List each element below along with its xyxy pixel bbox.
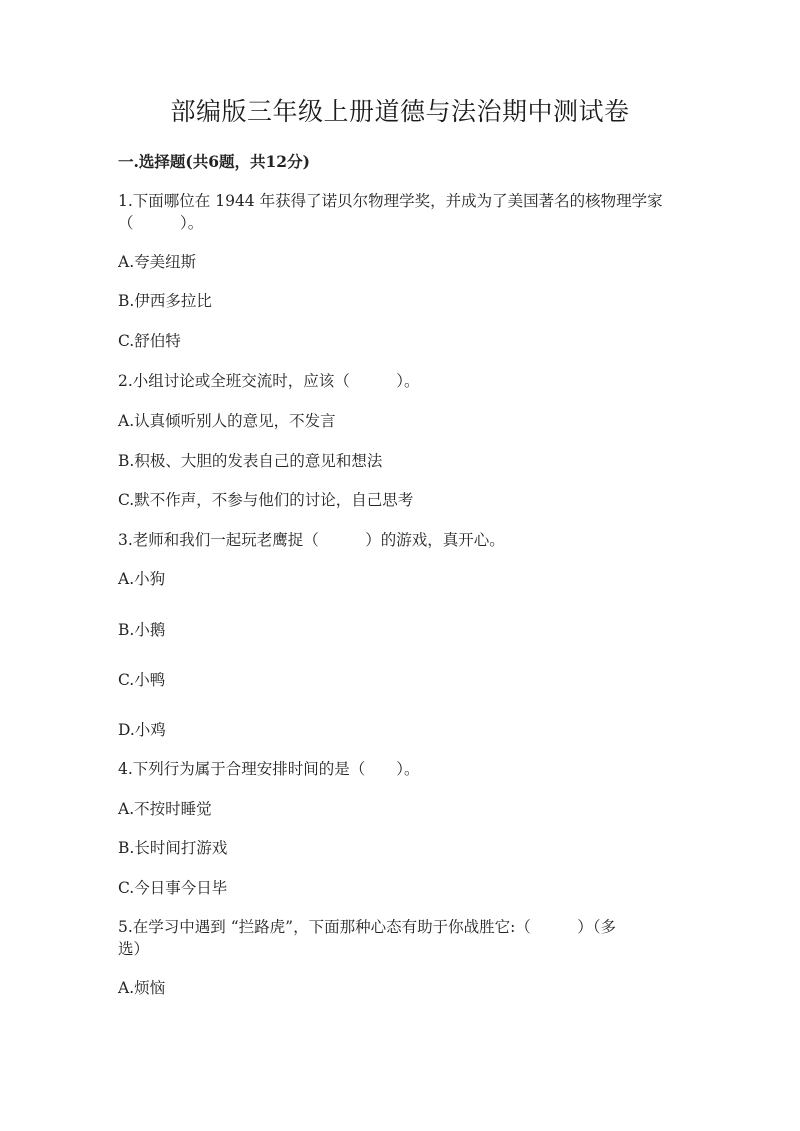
question-3-option-a: A.小狗	[118, 570, 166, 588]
section-heading: 一.选择题(共6题，共12分)	[118, 152, 310, 171]
document-title: 部编版三年级上册道德与法治期中测试卷	[170, 97, 630, 126]
question-4-option-b: B.长时间打游戏	[118, 839, 228, 857]
question-3-option-d: D.小鸡	[118, 721, 166, 739]
question-1-stem-line-1: 1.下面哪位在 1944 年获得了诺贝尔物理学奖，并成为了美国著名的核物理学家	[118, 192, 663, 210]
question-1-option-b: B.伊西多拉比	[118, 292, 212, 310]
question-3-stem: 3.老师和我们一起玩老鹰捉（ ）的游戏，真开心。	[118, 531, 505, 549]
question-4-option-c: C.今日事今日毕	[118, 879, 228, 897]
question-4-option-a: A.不按时睡觉	[118, 800, 212, 818]
question-2-option-b: B.积极、大胆的发表自己的意见和想法	[118, 452, 383, 470]
question-2-option-a: A.认真倾听别人的意见，不发言	[118, 412, 336, 430]
question-5-option-a: A.烦恼	[118, 979, 166, 997]
question-5-stem-line-2: 选）	[118, 940, 150, 958]
question-1-option-c: C.舒伯特	[118, 332, 181, 350]
question-1-option-a: A.夸美纽斯	[118, 253, 197, 271]
question-3-option-c: C.小鸭	[118, 671, 166, 689]
question-2-option-c: C.默不作声，不参与他们的讨论，自己思考	[118, 491, 414, 509]
question-1-stem-line-2: （ ）。	[118, 214, 204, 232]
question-5-stem-line-1: 5.在学习中遇到 “拦路虎”，下面那种心态有助于你战胜它:（ ）（多	[118, 918, 617, 936]
question-2-stem: 2.小组讨论或全班交流时，应该（ ）。	[118, 372, 420, 390]
question-4-stem: 4.下列行为属于合理安排时间的是（ ）。	[118, 760, 420, 778]
question-3-option-b: B.小鹅	[118, 621, 166, 639]
